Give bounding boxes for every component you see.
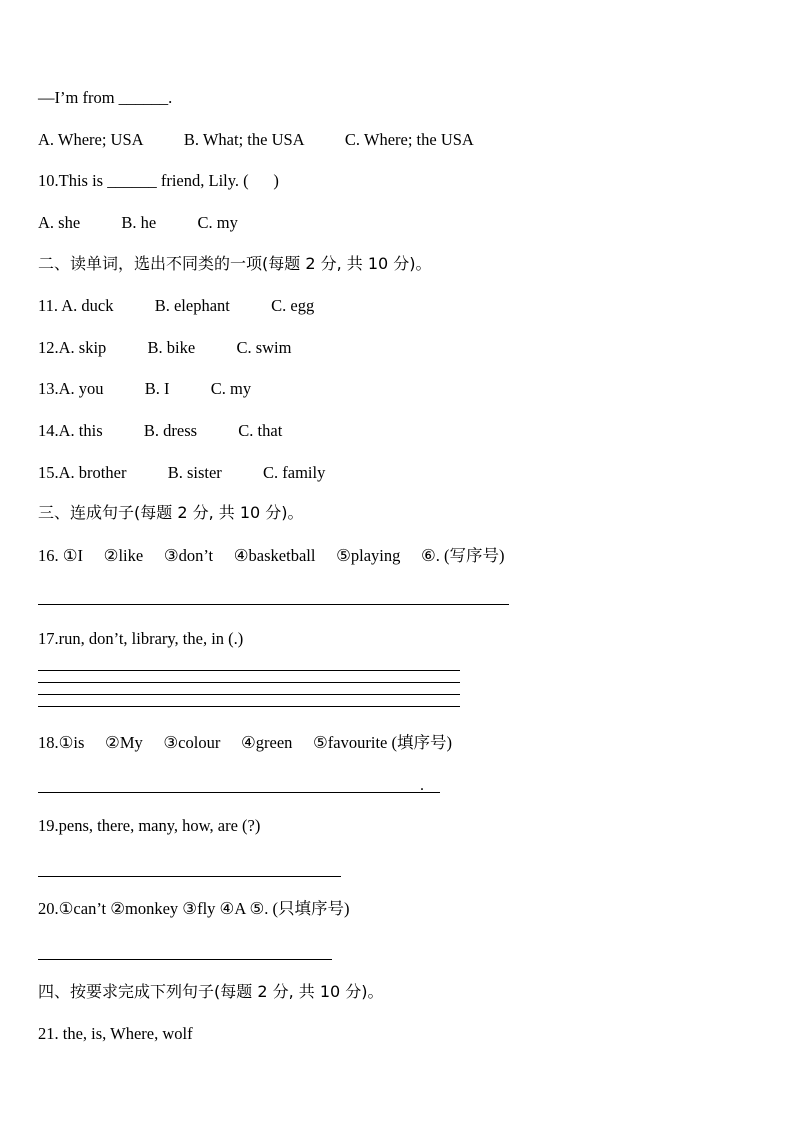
q15: 15.A. brother B. sister C. family (38, 463, 326, 482)
q14: 14.A. this B. dress C. that (38, 421, 283, 440)
q20: 20.①can’t ②monkey ③fly ④A ⑤. (只填序号) (38, 899, 350, 918)
q19: 19.pens, there, many, how, are (?) (38, 816, 261, 835)
q18: 18.①is ②My ③colour ④green ⑤favourite (填序号) (38, 733, 452, 752)
q12: 12.A. skip B. bike C. swim (38, 338, 292, 357)
q13: 13.A. you B. I C. my (38, 379, 252, 398)
q10-stem: 10.This is ______ friend, Lily. ( ) (38, 171, 279, 190)
q18-period: . (420, 777, 424, 794)
q19-answer-rule[interactable] (38, 876, 341, 877)
q10-options: A. she B. he C. my (38, 213, 238, 232)
q17-answer-rule-3[interactable] (38, 694, 460, 695)
q17-answer-rule-1[interactable] (38, 670, 460, 671)
q17: 17.run, don’t, library, the, in (.) (38, 629, 244, 648)
q17-answer-rule-4[interactable] (38, 706, 460, 707)
q9-answer-line: —I’m from ______. (38, 88, 173, 107)
section3-heading: 三、连成句子(每题 2 分, 共 10 分)。 (38, 503, 304, 522)
q11: 11. A. duck B. elephant C. egg (38, 296, 315, 315)
q16-answer-rule[interactable] (38, 604, 509, 605)
q21: 21. the, is, Where, wolf (38, 1024, 193, 1043)
q9-options: A. Where; USA B. What; the USA C. Where; the USA (38, 130, 474, 149)
q18-answer-rule[interactable] (38, 792, 440, 793)
section2-heading: 二、读单词，选出不同类的一项(每题 2 分, 共 10 分)。 (38, 254, 432, 273)
q16: 16. ①I ②like ③don’t ④basketball ⑤playing ⑥. (写序号) (38, 546, 505, 565)
q17-answer-rule-2[interactable] (38, 682, 460, 683)
q20-answer-rule[interactable] (38, 959, 332, 960)
section4-heading: 四、按要求完成下列句子(每题 2 分, 共 10 分)。 (38, 982, 384, 1001)
